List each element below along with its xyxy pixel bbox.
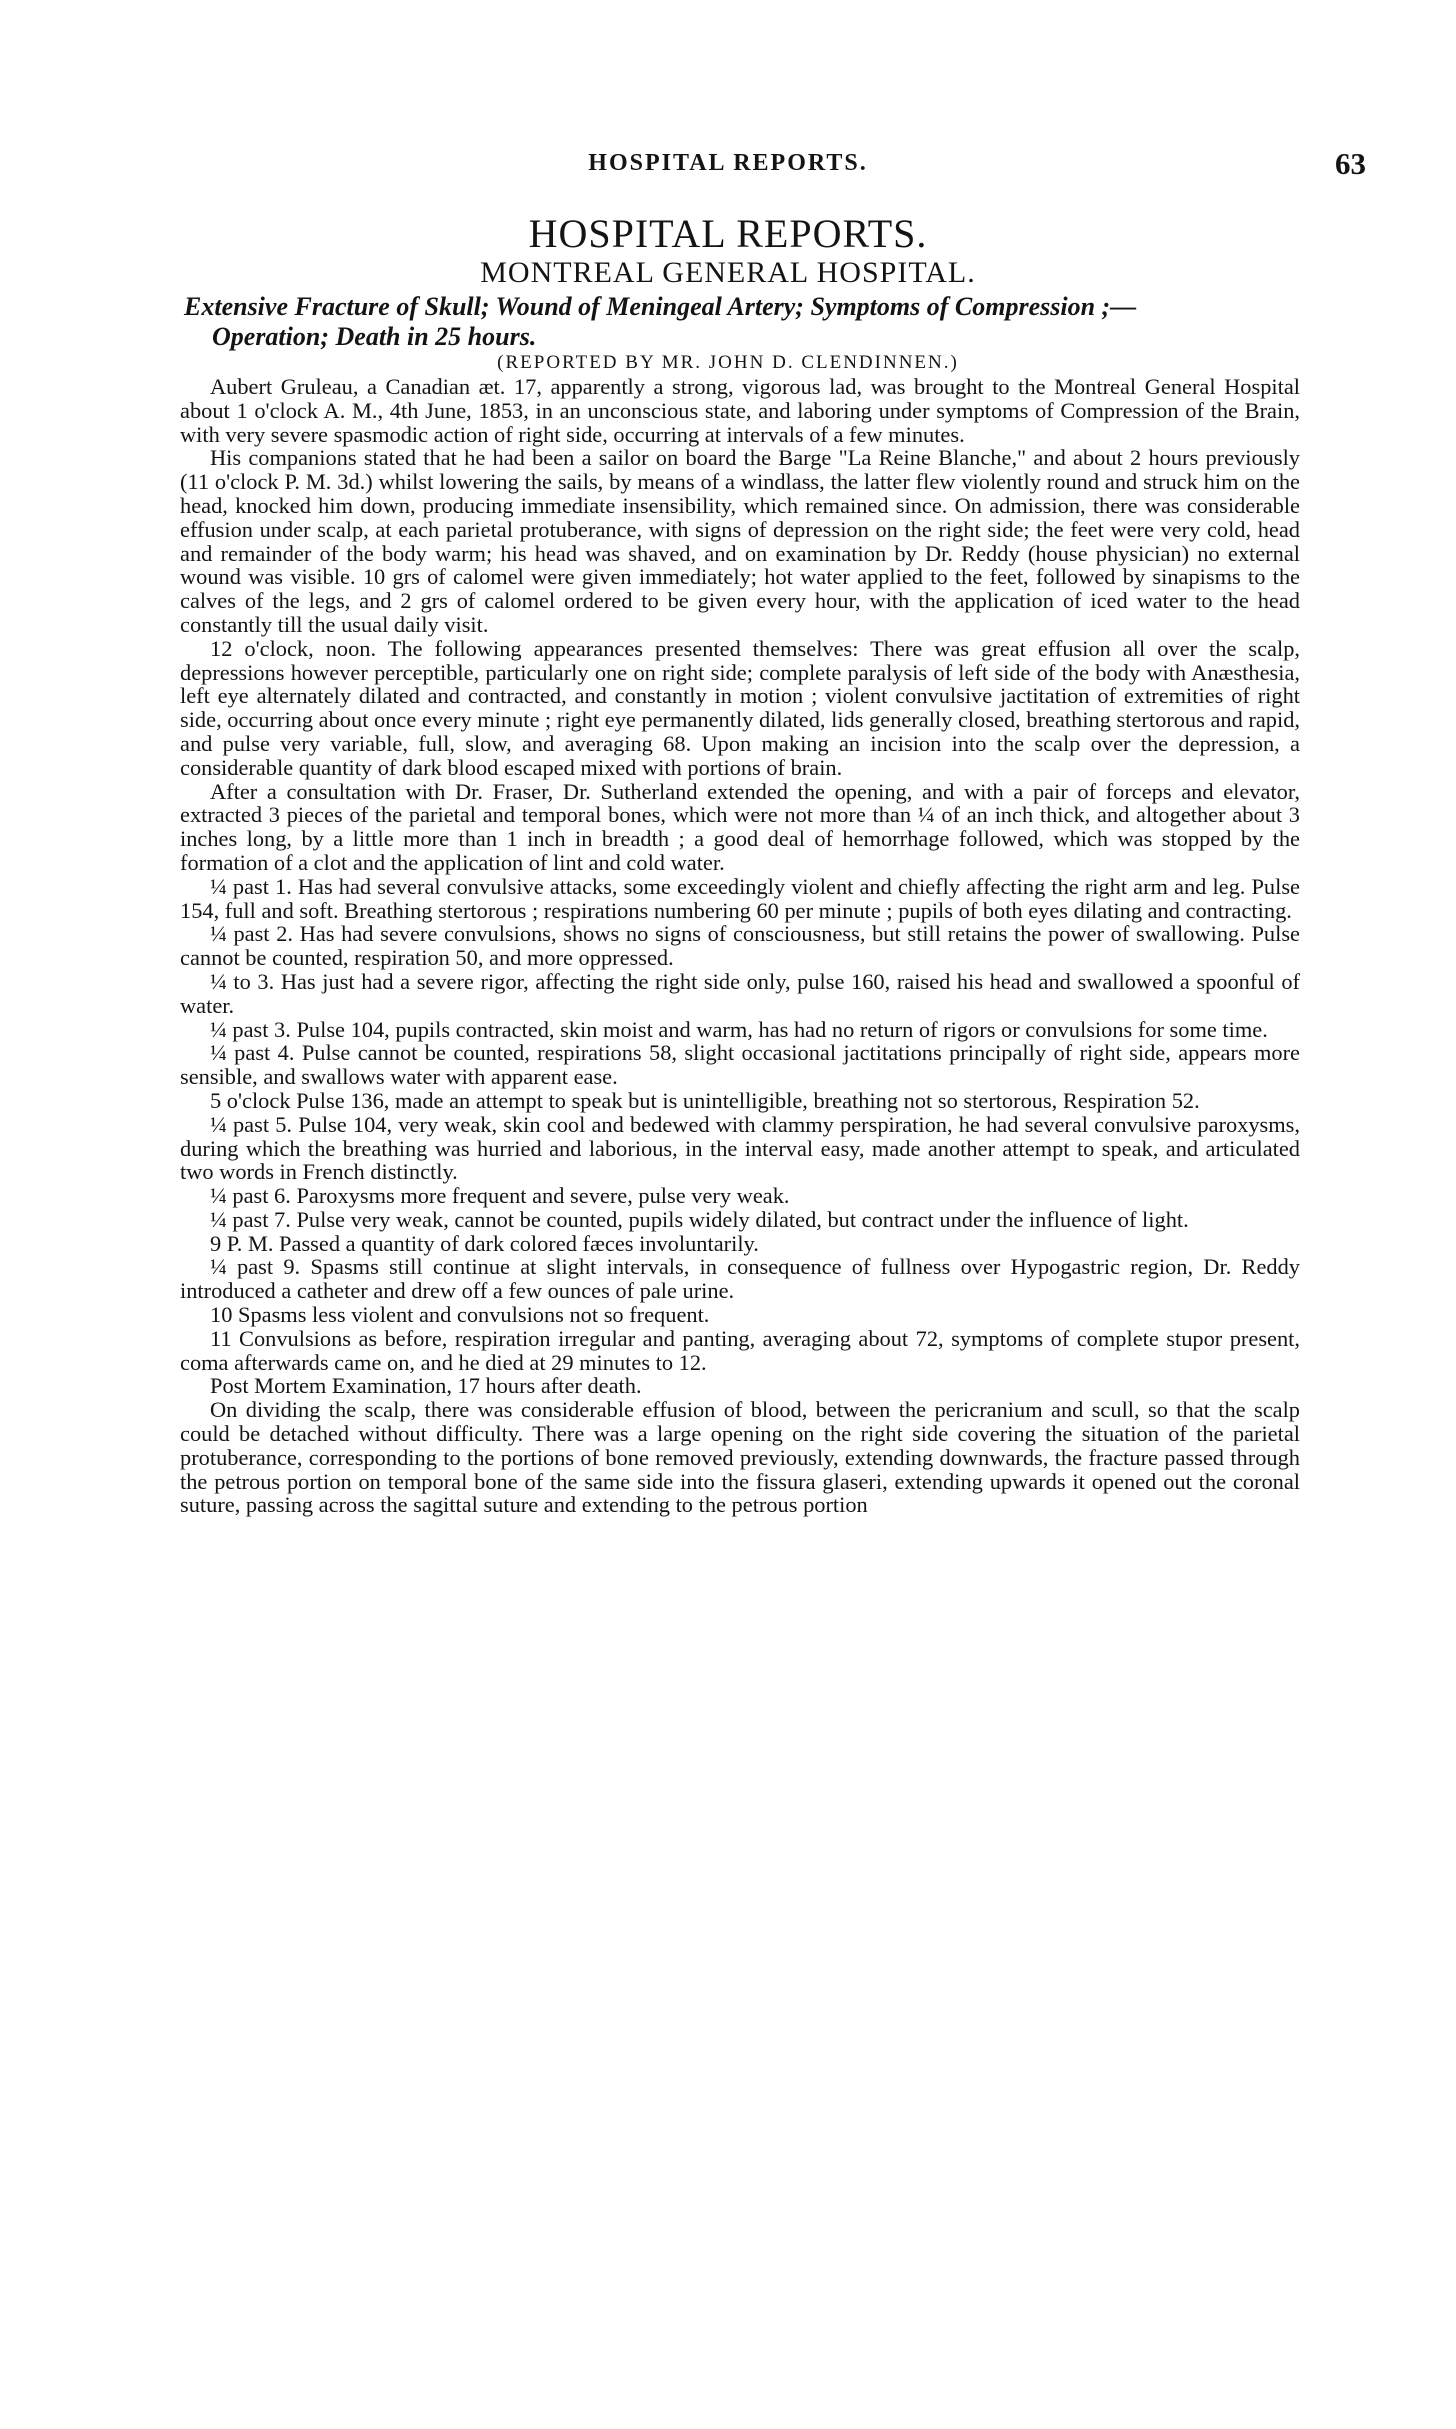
- report-body: [180, 375, 1300, 1517]
- paragraph-5-oclock: 5 o'clock Pulse 136, made an attempt to speak but is unintelligible, breathing not so stertorous, Respiration 52.: [210, 1087, 1200, 1113]
- paragraph-past-4: ¼ past 4. Pulse cannot be counted, respirations 58, slight occasional jactitations principally of right side, appears more sensible, and swallows water with apparent ease.: [180, 1040, 1300, 1090]
- paragraph-post-mortem: Post Mortem Examination, 17 hours after death.: [210, 1373, 642, 1399]
- paragraph-9-pm: 9 P. M. Passed a quantity of dark colored fæces involuntarily.: [210, 1230, 759, 1256]
- page-number: 63: [1335, 146, 1366, 181]
- case-title: [184, 292, 1304, 352]
- paragraph-past-1: ¼ past 1. Has had several convulsive attacks, some exceedingly violent and chiefly affecting the right arm and leg. Pulse 154, full and soft. Breathing stertorous ; respirations numbering 60 per minute ; pupils of both eyes dilating and contracting.: [180, 873, 1300, 923]
- reporter-credit: (REPORTED BY MR. JOHN D. CLENDINNEN.): [497, 352, 959, 373]
- case-title-line-2: Operation; Death in 25 hours.: [212, 322, 537, 351]
- paragraph-past-3: ¼ past 3. Pulse 104, pupils contracted, skin moist and warm, has had no return of rigors or convulsions for some time.: [210, 1016, 1268, 1042]
- paragraph-past-2: ¼ past 2. Has had severe convulsions, shows no signs of consciousness, but still retains the power of swallowing. Pulse cannot be counted, respiration 50, and more oppressed.: [180, 921, 1300, 971]
- page-title: HOSPITAL REPORTS.: [528, 211, 928, 256]
- paragraph-11: 11 Convulsions as before, respiration irregular and panting, averaging about 72, symptoms of complete stupor present, coma afterwards came on, and he died at 29 minutes to 12.: [180, 1325, 1300, 1375]
- hospital-name: MONTREAL GENERAL HOSPITAL.: [480, 256, 976, 289]
- paragraph-past-7: ¼ past 7. Pulse very weak, cannot be counted, pupils widely dilated, but contract under the influence of light.: [210, 1206, 1189, 1232]
- paragraph-history: His companions stated that he had been a sailor on board the Barge "La Reine Blanche," and about 2 hours previously (11 o'clock P. M. 3d.) whilst lowering the sails, by means of a windlass, the latter flew violently round and struck him on the head, knocked him down, producing immediate insensibility, which remained since. On admission, there was considerable effusion under scalp, at each parietal protuberance, with signs of depression on the right side; the feet were very cold, head and remainder of the body warm; his head was shaved, and on examination by Dr. Reddy (house physician) no external wound was visible. 10 grs of calomel were given immediately; hot water applied to the feet, followed by sinapisms to the calves of the legs, and 2 grs of calomel ordered to be given every hour, with the application of iced water to the head constantly till the usual daily visit.: [180, 445, 1300, 637]
- case-title-line-1: Extensive Fracture of Skull; Wound of Meningeal Artery; Symptoms of Compression ;—: [184, 292, 1137, 321]
- running-title: HOSPITAL REPORTS.: [588, 150, 868, 176]
- paragraph-noon: 12 o'clock, noon. The following appearances presented themselves: There was great effusion all over the scalp, depressions however perceptible, particularly one on right side; complete paralysis of left side of the body with Anæsthesia, left eye alternately dilated and contracted, and constantly in motion ; violent convulsive jactitation of extremities of right side, occurring about once every minute ; right eye permanently dilated, lids generally closed, breathing stertorous and rapid, and pulse very variable, full, slow, and averaging 68. Upon making an incision into the scalp over the depression, a considerable quantity of dark blood escaped mixed with portions of brain.: [180, 635, 1300, 780]
- paragraph-to-3: ¼ to 3. Has just had a severe rigor, affecting the right side only, pulse 160, raised his head and swallowed a spoonful of water.: [180, 968, 1300, 1018]
- paragraph-operation: After a consultation with Dr. Fraser, Dr. Sutherland extended the opening, and with a pair of forceps and elevator, extracted 3 pieces of the parietal and temporal bones, which were not more than ¼ of an inch thick, and altogether about 3 inches long, by a little more than 1 inch in breadth ; a good deal of hemorrhage followed, which was stopped by the formation of a clot and the application of lint and cold water.: [180, 778, 1300, 875]
- paragraph-10: 10 Spasms less violent and convulsions not so frequent.: [210, 1302, 710, 1328]
- paragraph-past-5: ¼ past 5. Pulse 104, very weak, skin cool and bedewed with clammy perspiration, he had several convulsive paroxysms, during which the breathing was hurried and laborious, in the interval easy, made another attempt to speak, and articulated two words in French distinctly.: [180, 1111, 1300, 1185]
- paragraph-past-6: ¼ past 6. Paroxysms more frequent and severe, pulse very weak.: [210, 1183, 790, 1209]
- running-header: [80, 146, 1376, 190]
- paragraph-admission: Aubert Gruleau, a Canadian æt. 17, apparently a strong, vigorous lad, was brought to the Montreal General Hospital about 1 o'clock A. M., 4th June, 1853, in an unconscious state, and laboring under symptoms of Compression of the Brain, with very severe spasmodic action of right side, occurring at intervals of a few minutes.: [180, 374, 1300, 447]
- paragraph-past-9: ¼ past 9. Spasms still continue at slight intervals, in consequence of fullness over Hypogastric region, Dr. Reddy introduced a catheter and drew off a few ounces of pale urine.: [180, 1254, 1300, 1304]
- paragraph-dissection: On dividing the scalp, there was considerable effusion of blood, between the pericranium and scull, so that the scalp could be detached without difficulty. There was a large opening on the right side covering the situation of the parietal protuberance, corresponding to the portions of bone removed previously, extending downwards, the fracture passed through the petrous portion on temporal bone of the same side into the fissura glaseri, extending upwards it opened out the coronal suture, passing across the sagittal suture and extending to the petrous portion: [180, 1397, 1300, 1518]
